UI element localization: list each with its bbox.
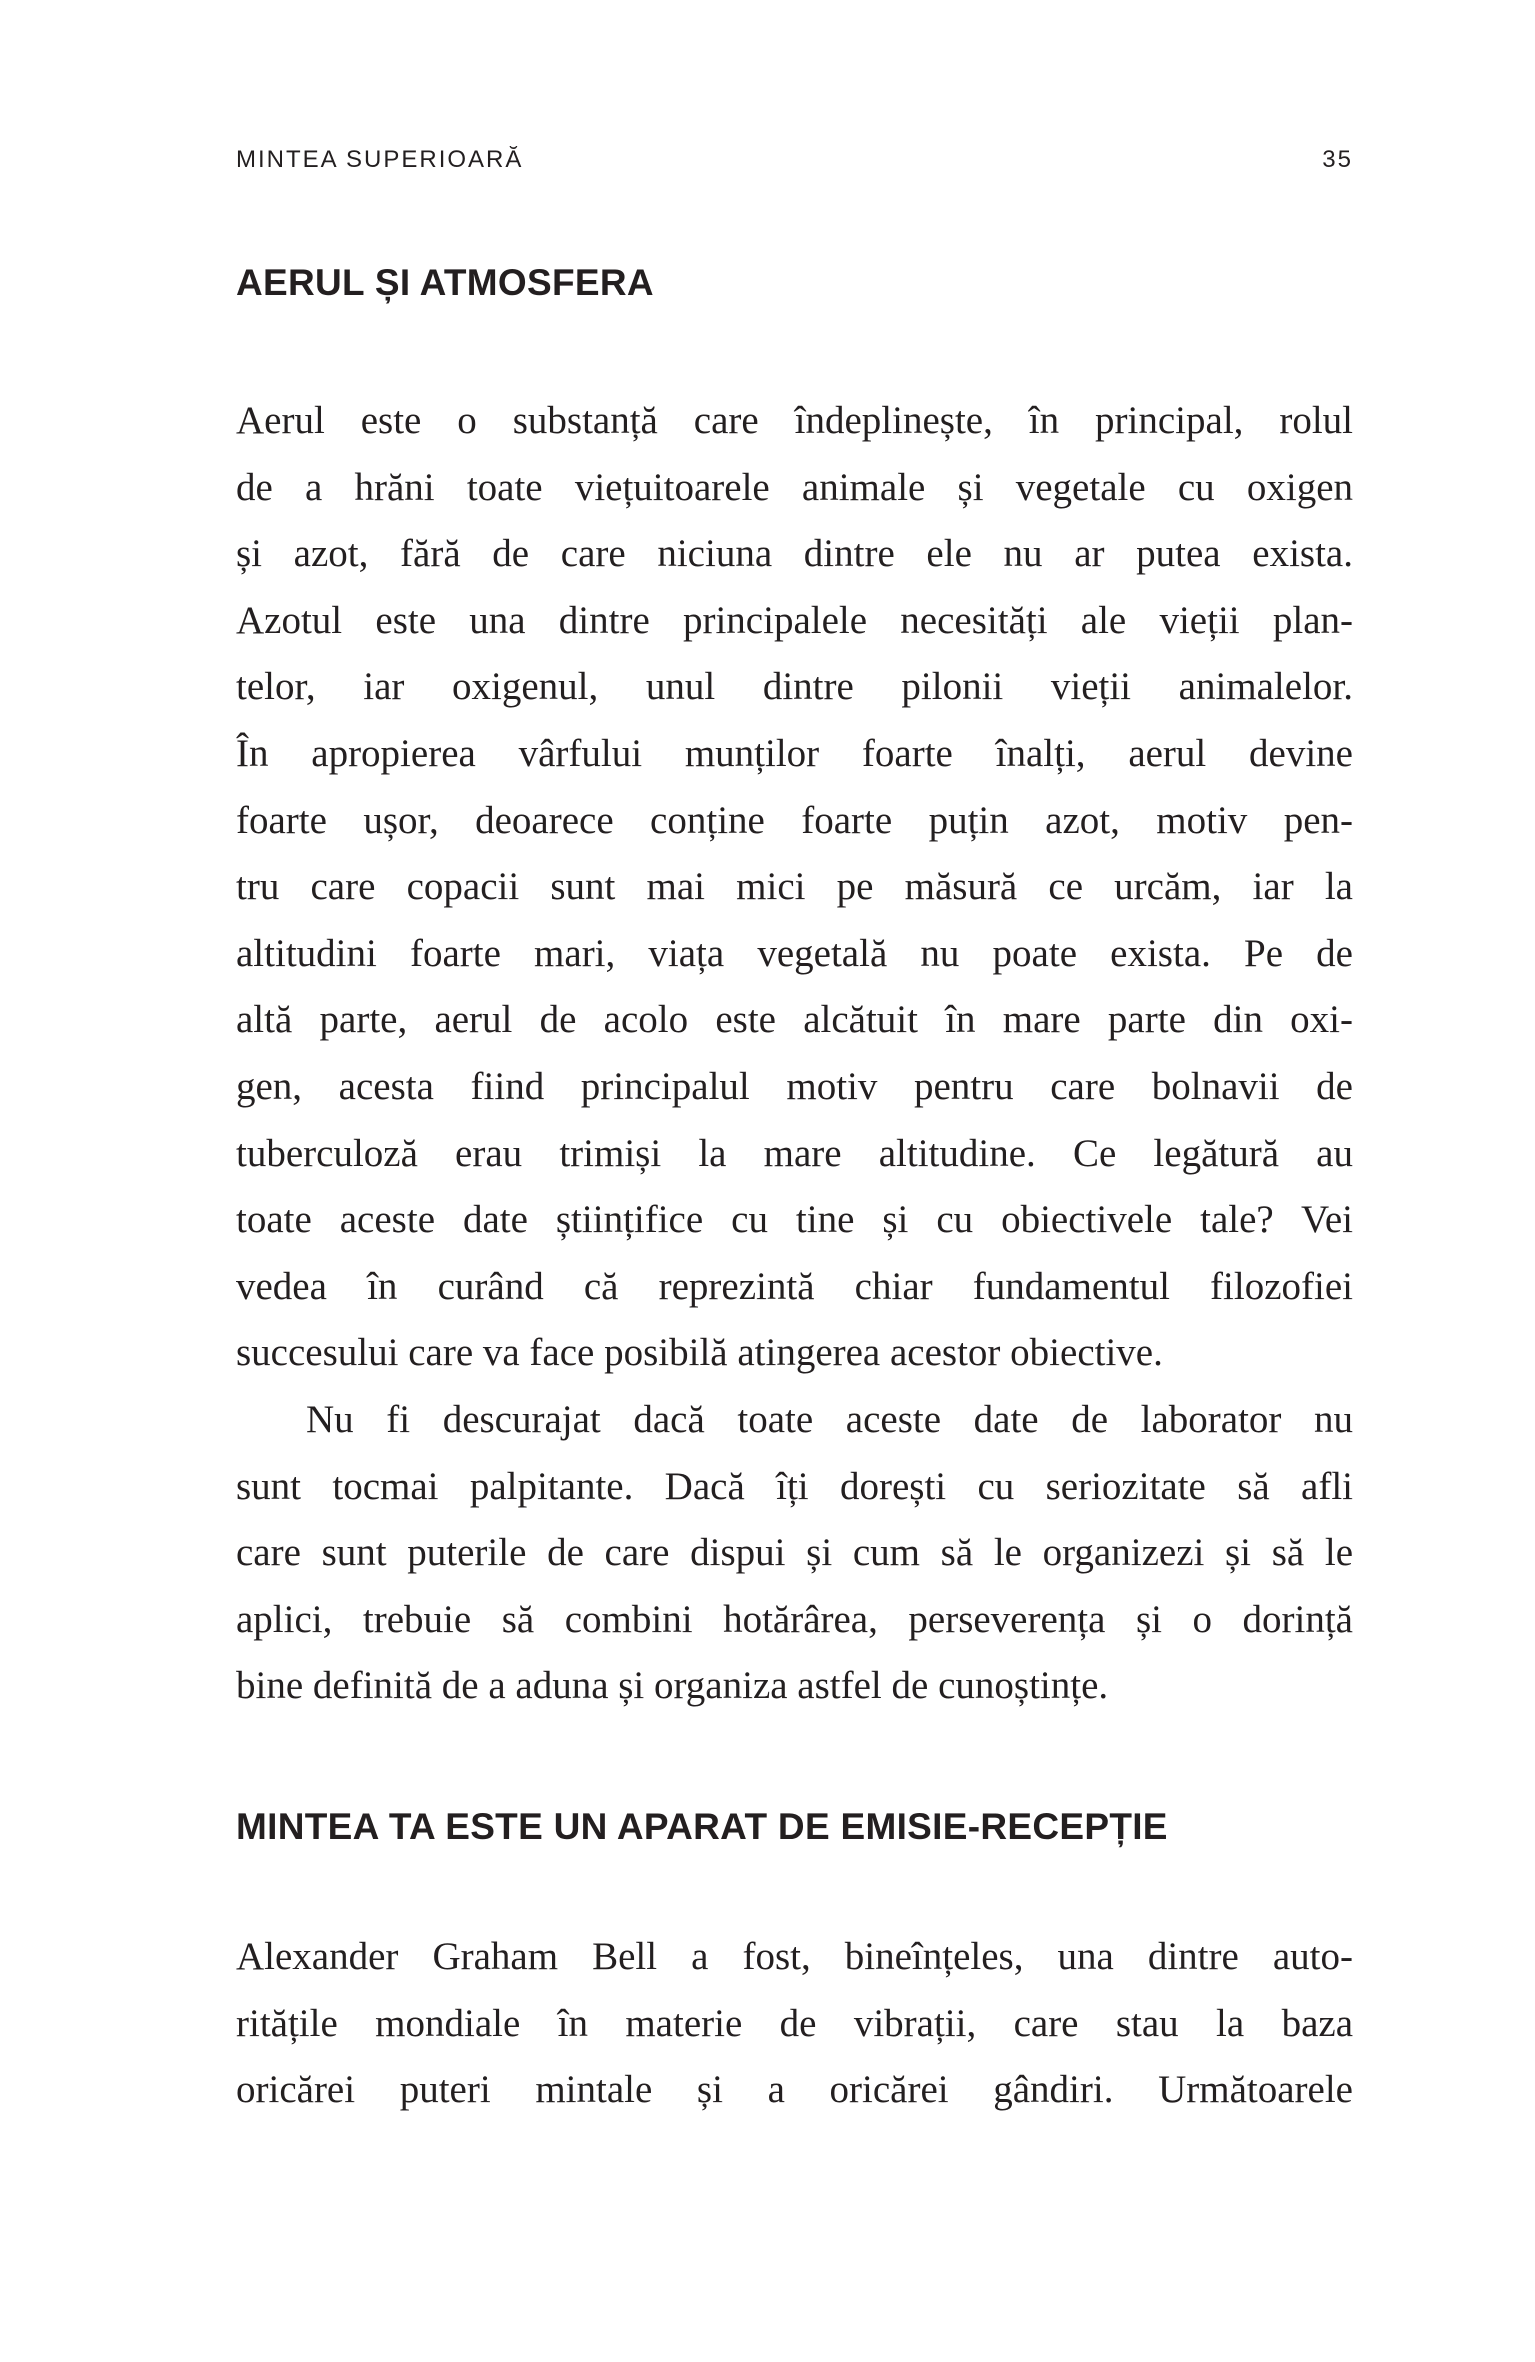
paragraph	[236, 388, 1353, 1387]
text-line: Azotul este una dintre principalele necesități ale vieții plan-	[236, 598, 1353, 642]
text-line: succesului care va face posibilă atingerea acestor obiective.	[236, 1331, 1163, 1375]
text-line: vedea în curând că reprezintă chiar fundamentul filozofiei	[236, 1264, 1353, 1308]
running-header-title: MINTEA SUPERIOARĂ	[236, 146, 524, 173]
text-line: În apropierea vârfului munților foarte înalți, aerul devine	[236, 731, 1353, 775]
text-line: sunt tocmai palpitante. Dacă îți dorești cu seriozitate să afli	[236, 1464, 1353, 1508]
text-line: gen, acesta fiind principalul motiv pentru care bolnavii de	[236, 1064, 1353, 1108]
text-line: Aerul este o substanță care îndeplinește, în principal, rolul	[236, 399, 1353, 442]
text-line: Nu fi descurajat dacă toate aceste date de laborator nu	[306, 1398, 1353, 1441]
text-line: toate aceste date științifice cu tine și cu obiectivele tale? Vei	[236, 1198, 1353, 1242]
section-heading: AERUL ȘI ATMOSFERA	[236, 262, 654, 303]
text-line: tuberculoză erau trimiși la mare altitudine. Ce legătură au	[236, 1131, 1353, 1175]
paragraph	[236, 1387, 1353, 1720]
text-line: și azot, fără de care niciuna dintre ele nu ar putea exista.	[236, 532, 1353, 576]
text-line: Alexander Graham Bell a fost, bineînțeles, una dintre auto-	[236, 1935, 1353, 1978]
section-heading: MINTEA TA ESTE UN APARAT DE EMISIE-RECEPȚIE	[236, 1806, 1168, 1847]
page-number: 35	[1322, 146, 1353, 173]
running-header	[236, 146, 1353, 174]
text-line: bine definită de a aduna și organiza astfel de cunoștințe.	[236, 1664, 1109, 1708]
text-line: telor, iar oxigenul, unul dintre pilonii vieții animalelor.	[236, 665, 1353, 709]
text-line: aplici, trebuie să combini hotărârea, perseverența și o dorință	[236, 1597, 1353, 1641]
text-line: oricărei puteri mintale și a oricărei gândiri. Următoarele	[236, 2068, 1353, 2112]
paragraph	[236, 1924, 1353, 2124]
text-line: altitudini foarte mari, viața vegetală nu poate exista. Pe de	[236, 931, 1353, 975]
text-line: ritățile mondiale în materie de vibrații, care stau la baza	[236, 2001, 1353, 2045]
text-line: tru care copacii sunt mai mici pe măsură ce urcăm, iar la	[236, 865, 1353, 909]
text-line: altă parte, aerul de acolo este alcătuit în mare parte din oxi-	[236, 998, 1353, 1042]
text-line: foarte ușor, deoarece conține foarte puțin azot, motiv pen-	[236, 798, 1353, 842]
text-line: care sunt puterile de care dispui și cum să le organizezi și să le	[236, 1531, 1353, 1575]
text-line: de a hrăni toate viețuitoarele animale și vegetale cu oxigen	[236, 465, 1353, 509]
